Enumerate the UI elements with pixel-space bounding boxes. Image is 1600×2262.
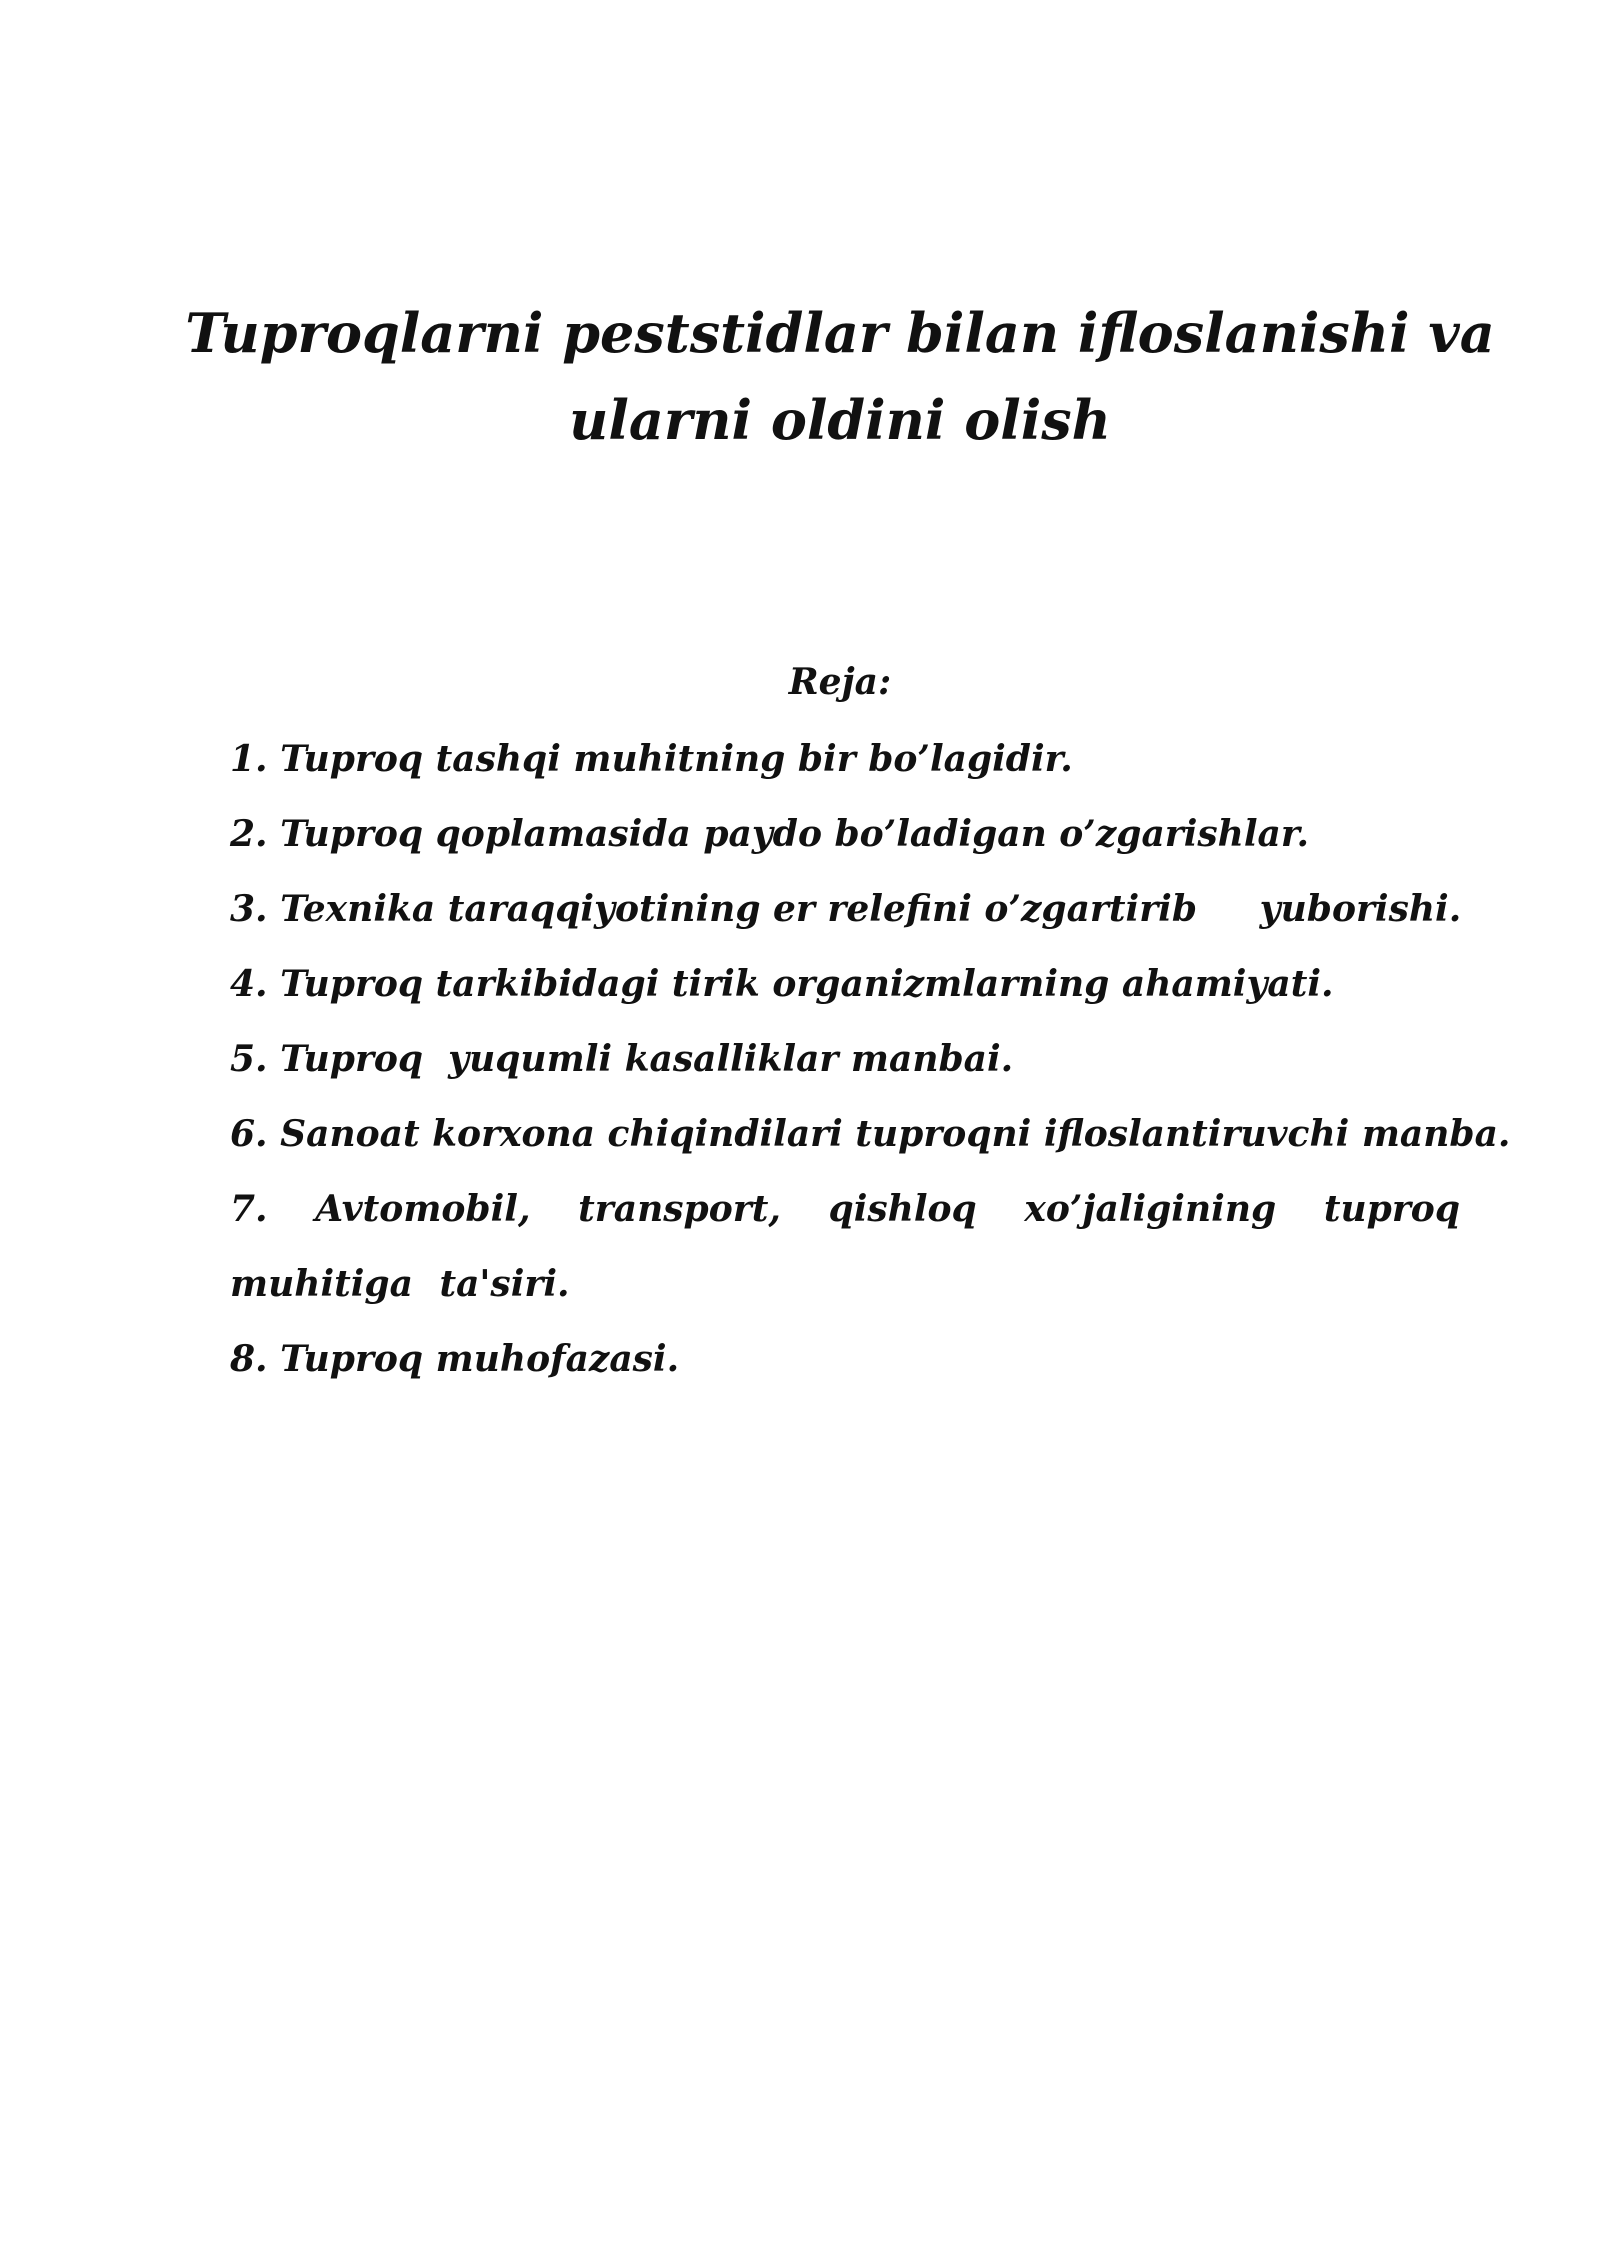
title-line-1: Tuproqlarni peststidlar bilan ifloslanishi va — [185, 301, 1495, 365]
plan-item-8: 8. Tuproq muhofazasi. — [230, 1338, 680, 1380]
plan-item-2: 2. Tuproq qoplamasida paydo bo’ladigan o’zgarishlar. — [230, 813, 1310, 855]
plan-heading: Reja: — [788, 661, 892, 703]
document-title — [160, 290, 1520, 464]
plan-item-6: 6. Sanoat korxona chiqindilari tuproqni ifloslantiruvchi manba. — [230, 1113, 1511, 1155]
plan-item-3: 3. Texnika taraqqiyotining er relefini o’zgartirib yuborishi. — [230, 888, 1462, 930]
plan-item-7: 7. Avtomobil, transport, qishloq xo’jaligining tuproq muhitiga ta'siri. — [230, 1188, 1460, 1305]
title-line-2: ularni oldini olish — [569, 388, 1111, 452]
plan-item-4: 4. Tuproq tarkibidagi tirik organizmlarning ahamiyati. — [230, 963, 1334, 1005]
plan-item-5: 5. Tuproq yuqumli kasalliklar manbai. — [230, 1038, 1014, 1080]
plan-item-1: 1. Tuproq tashqi muhitning bir bo’lagidir. — [230, 738, 1073, 780]
plan-list — [230, 722, 1511, 1397]
